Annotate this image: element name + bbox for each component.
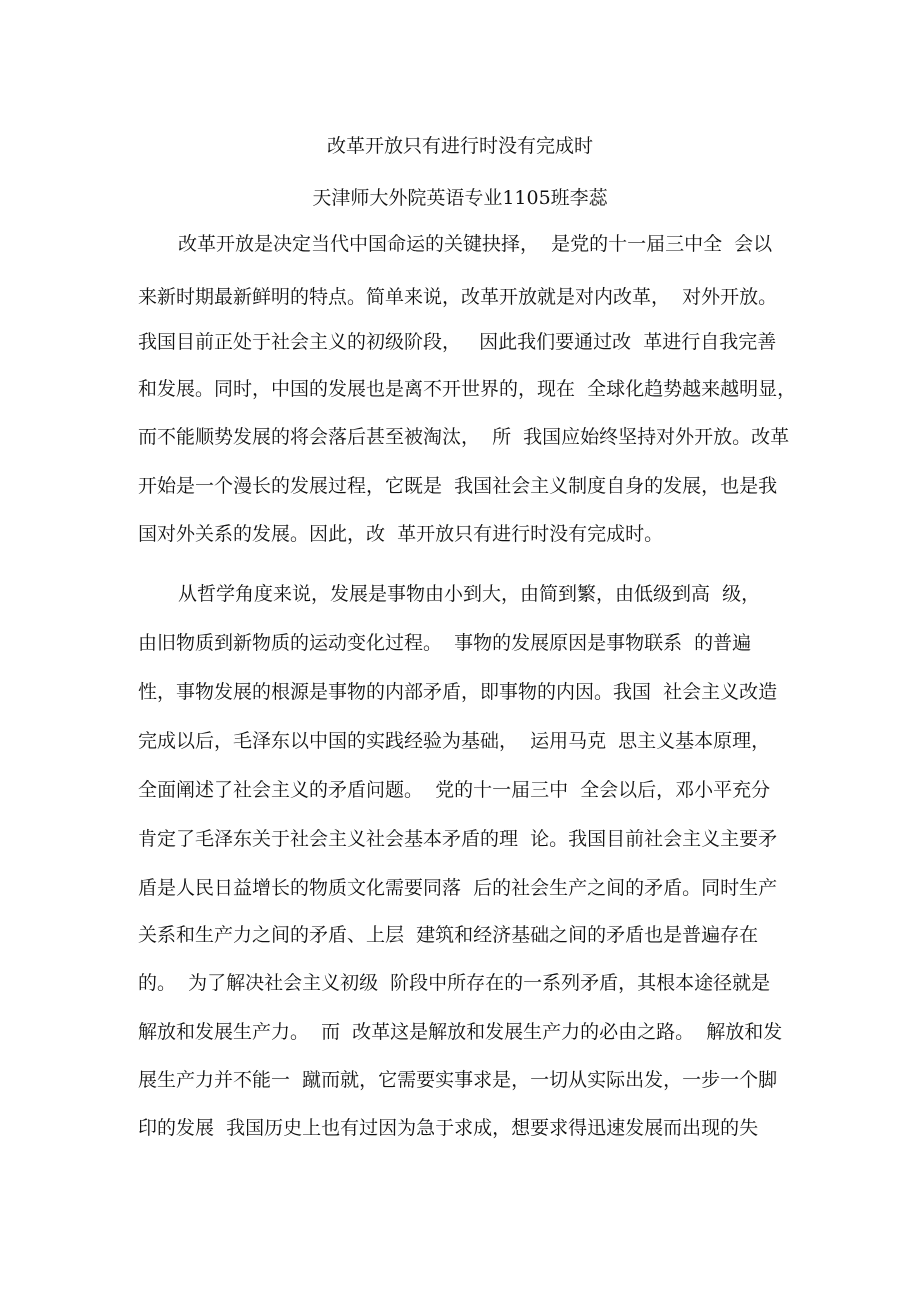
paragraph-1-line-5: 而不能顺势发展的将会落后甚至被淘汰， 所 我国应始终坚持对外开放。改革 <box>138 426 790 448</box>
paragraph-1-line-2: 来新时期最新鲜明的特点。简单来说，改革开放就是对内改革， 对外开放。 <box>138 286 778 308</box>
paragraph-2-line-9: 的。 为了解决社会主义初级 阶段中所存在的一系列矛盾，其根本途径就是 <box>138 972 771 994</box>
paragraph-1-line-1: 改革开放是决定当代中国命运的关键抉择， 是党的十一届三中全 会以 <box>178 233 773 255</box>
paragraph-1-line-4: 和发展。同时，中国的发展也是离不开世界的，现在 全球化趋势越来越明显， <box>138 378 797 400</box>
document-author: 天津师大外院英语专业1105班李蕊 <box>312 187 608 209</box>
document-title: 改革开放只有进行时没有完成时 <box>326 135 593 157</box>
paragraph-2-line-7: 盾是人民日益增长的物质文化需要同落 后的社会生产之间的矛盾。同时生产 <box>138 877 778 899</box>
paragraph-2-line-10: 解放和发展生产力。 而 改革这是解放和发展生产力的必由之路。 解放和发 <box>138 1021 783 1043</box>
paragraph-2-line-1: 从哲学角度来说，发展是事物由小到大，由简到繁，由低级到高 级， <box>178 583 761 605</box>
paragraph-2-line-3: 性，事物发展的根源是事物的内部矛盾，即事物的内因。我国 社会主义改造 <box>138 681 778 703</box>
paragraph-1-line-3: 我国目前正处于社会主义的初级阶段， 因此我们要通过改 革进行自我完善 <box>138 331 777 353</box>
paragraph-2-line-5: 全面阐述了社会主义的矛盾问题。 党的十一届三中 全会以后，邓小平充分 <box>138 779 771 801</box>
paragraph-2-line-12: 印的发展 我国历史上也有过因为急于求成，想要求得迅速发展而出现的失 <box>138 1117 759 1139</box>
paragraph-1-line-7: 国对外关系的发展。因此，改 革开放只有进行时没有完成时。 <box>138 523 664 545</box>
paragraph-1-line-6: 开始是一个漫长的发展过程，它既是 我国社会主义制度自身的发展，也是我 <box>138 475 778 497</box>
paragraph-2-line-2: 由旧物质到新物质的运动变化过程。 事物的发展原因是事物联系 的普遍 <box>138 632 752 654</box>
paragraph-2-line-8: 关系和生产力之间的矛盾、上层 建筑和经济基础之间的矛盾也是普遍存在 <box>138 924 759 946</box>
paragraph-2-line-6: 肯定了毛泽东关于社会主义社会基本矛盾的理 论。我国目前社会主义主要矛 <box>138 828 778 850</box>
paragraph-2-line-4: 完成以后，毛泽东以中国的实践经验为基础， 运用马克 思主义基本原理， <box>138 730 771 752</box>
paragraph-2-line-11: 展生产力并不能一 蹴而就，它需要实事求是，一切从实际出发，一步一个脚 <box>138 1069 778 1091</box>
